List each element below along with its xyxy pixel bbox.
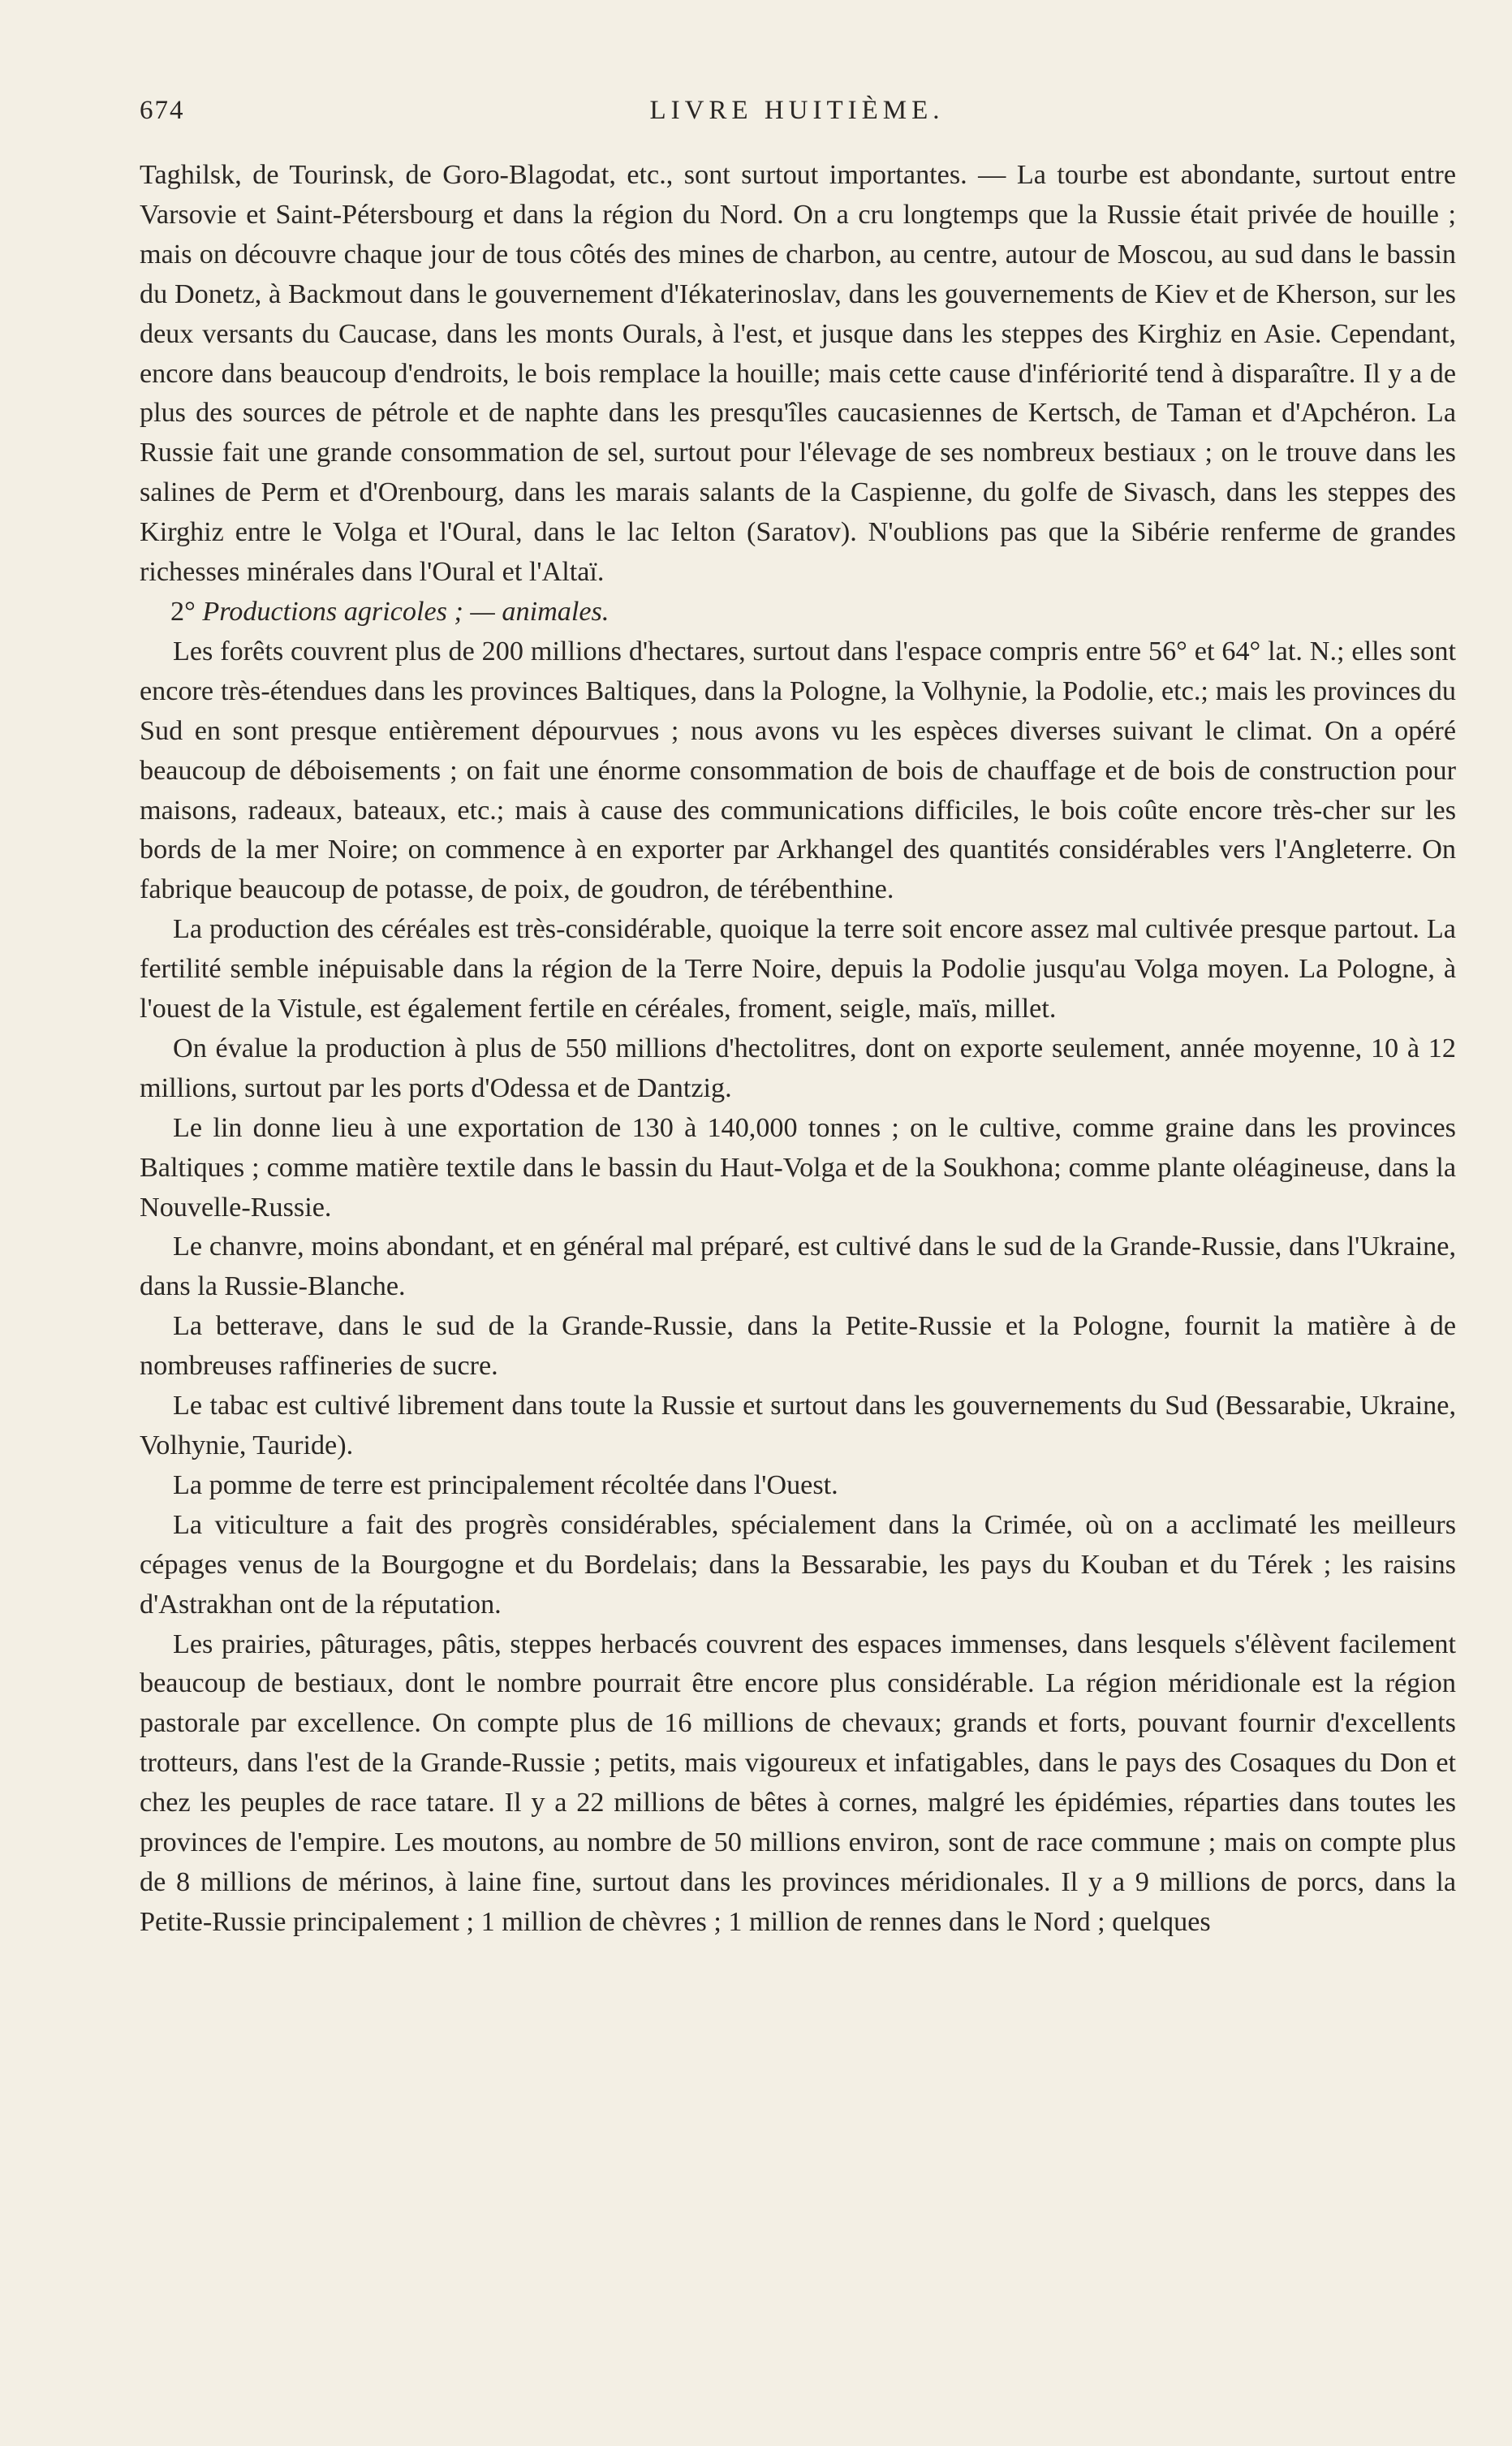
paragraph-hemp: Le chanvre, moins abondant, et en général mal préparé, est cultivé dans le sud de la Grande-Russie, dans l'Ukraine, dans la Russie-Blanche. <box>140 1232 1456 1302</box>
paragraph-forests: Les forêts couvrent plus de 200 millions d'hectares, surtout dans l'espace compris entre 56° et 64° lat. N.; elles sont encore très-étendues dans les provinces Baltiques, dans la Pologne, la Volhynie, la Podolie, etc.; mais les provinces du Sud en sont presque entièrement dépourvues ; nous avons vu les espèces diverses suivant le climat. On a opéré beaucoup de déboisements ; on fait une énorme consommation de bois de chauffage et de bois de construction pour maisons, radeaux, bateaux, etc.; mais à cause des communications difficiles, le bois coûte encore très-cher sur les bords de la mer Noire; on commence à en exporter par Arkhangel des quantités considérables vers l'Angleterre. On fabrique beaucoup de potasse, de poix, de goudron, de térébenthine. <box>140 636 1456 905</box>
section-number: 2° <box>170 596 196 627</box>
running-title: LIVRE HUITIÈME. <box>649 96 945 125</box>
section-title: Productions agricoles ; — animales. <box>202 596 610 627</box>
paragraph-mineral-resources: Taghilsk, de Tourinsk, de Goro-Blagodat, etc., sont surtout importantes. — La tourbe est abondante, surtout entre Varsovie et Saint-Pétersbourg et dans la région du Nord. On a cru longtemps que la Russie était privée de houille ; mais on découvre chaque jour de tous côtés des mines de charbon, au centre, autour de Moscou, au sud dans le bassin du Donetz, à Backmout dans le gouvernement d'Iékaterinoslav, dans les gouvernements de Kiev et de Kherson, sur les deux versants du Caucase, dans les monts Ourals, à l'est, et jusque dans les steppes des Kirghiz en Asie. Cependant, encore dans beaucoup d'endroits, le bois remplace la houille; mais cette cause d'infériorité tend à disparaître. Il y a de plus des sources de pétrole et de naphte dans les presqu'îles caucasiennes de Kertsch, de Taman et d'Apchéron. La Russie fait une grande consommation de sel, surtout pour l'élevage de ses nombreux bestiaux ; on le trouve dans les salines de Perm et d'Orenbourg, dans les marais salants de la Caspienne, du golfe de Sivasch, dans les steppes des Kirghiz entre le Volga et l'Oural, dans le lac Ielton (Saratov). N'oublions pas que la Sibérie renferme de grandes richesses minérales dans l'Oural et l'Altaï. <box>140 160 1456 588</box>
paragraph-production: On évalue la production à plus de 550 millions d'hectolitres, dont on exporte seulement, année moyenne, 10 à 12 millions, surtout par les ports d'Odessa et de Dantzig. <box>140 1033 1456 1103</box>
body-text <box>140 156 1456 1943</box>
page-header <box>140 96 1454 136</box>
paragraph-cereals: La production des céréales est très-considérable, quoique la terre soit encore assez mal cultivée presque partout. La fertilité semble inépuisable dans la région de la Terre Noire, depuis la Podolie jusqu'au Volga moyen. La Pologne, à l'ouest de la Vistule, est également fertile en céréales, froment, seigle, maïs, millet. <box>140 914 1456 1025</box>
page-number: 674 <box>140 96 185 125</box>
paragraph-flax: Le lin donne lieu à une exportation de 130 à 140,000 tonnes ; on le cultive, comme graine dans les provinces Baltiques ; comme matière textile dans le bassin du Haut-Volga et de la Soukhona; comme plante oléagineuse, dans la Nouvelle-Russie. <box>140 1112 1456 1223</box>
paragraph-viticulture: La viticulture a fait des progrès considérables, spécialement dans la Crimée, où on a acclimaté les meilleurs cépages venus de la Bourgogne et du Bordelais; dans la Bessarabie, les pays du Kouban et du Térek ; les raisins d'Astrakhan ont de la réputation. <box>140 1509 1456 1620</box>
section-heading <box>140 593 1456 632</box>
paragraph-livestock: Les prairies, pâturages, pâtis, steppes herbacés couvrent des espaces immenses, dans lesquels s'élèvent facilement beaucoup de bestiaux, dont le nombre pourrait être encore plus considérable. La région méridionale est la région pastorale par excellence. On compte plus de 16 millions de chevaux; grands et forts, pouvant fournir d'excellents trotteurs, dans l'est de la Grande-Russie ; petits, mais vigoureux et infatigables, dans le pays des Cosaques du Don et chez les peuples de race tatare. Il y a 22 millions de bêtes à cornes, malgré les épidémies, réparties dans toutes les provinces de l'empire. Les moutons, au nombre de 50 millions environ, sont de race commune ; mais on compte plus de 8 millions de mérinos, à laine fine, surtout dans les provinces méridionales. Il y a 9 millions de porcs, dans la Petite-Russie principalement ; 1 million de chèvres ; 1 million de rennes dans le Nord ; quelques <box>140 1629 1456 1937</box>
paragraph-beet: La betterave, dans le sud de la Grande-Russie, dans la Petite-Russie et la Pologne, fournit la matière à de nombreuses raffineries de sucre. <box>140 1311 1456 1382</box>
paragraph-potato: La pomme de terre est principalement récoltée dans l'Ouest. <box>173 1469 838 1500</box>
paragraph-tobacco: Le tabac est cultivé librement dans toute la Russie et surtout dans les gouvernements du Sud (Bessarabie, Ukraine, Volhynie, Tauride). <box>140 1391 1456 1460</box>
